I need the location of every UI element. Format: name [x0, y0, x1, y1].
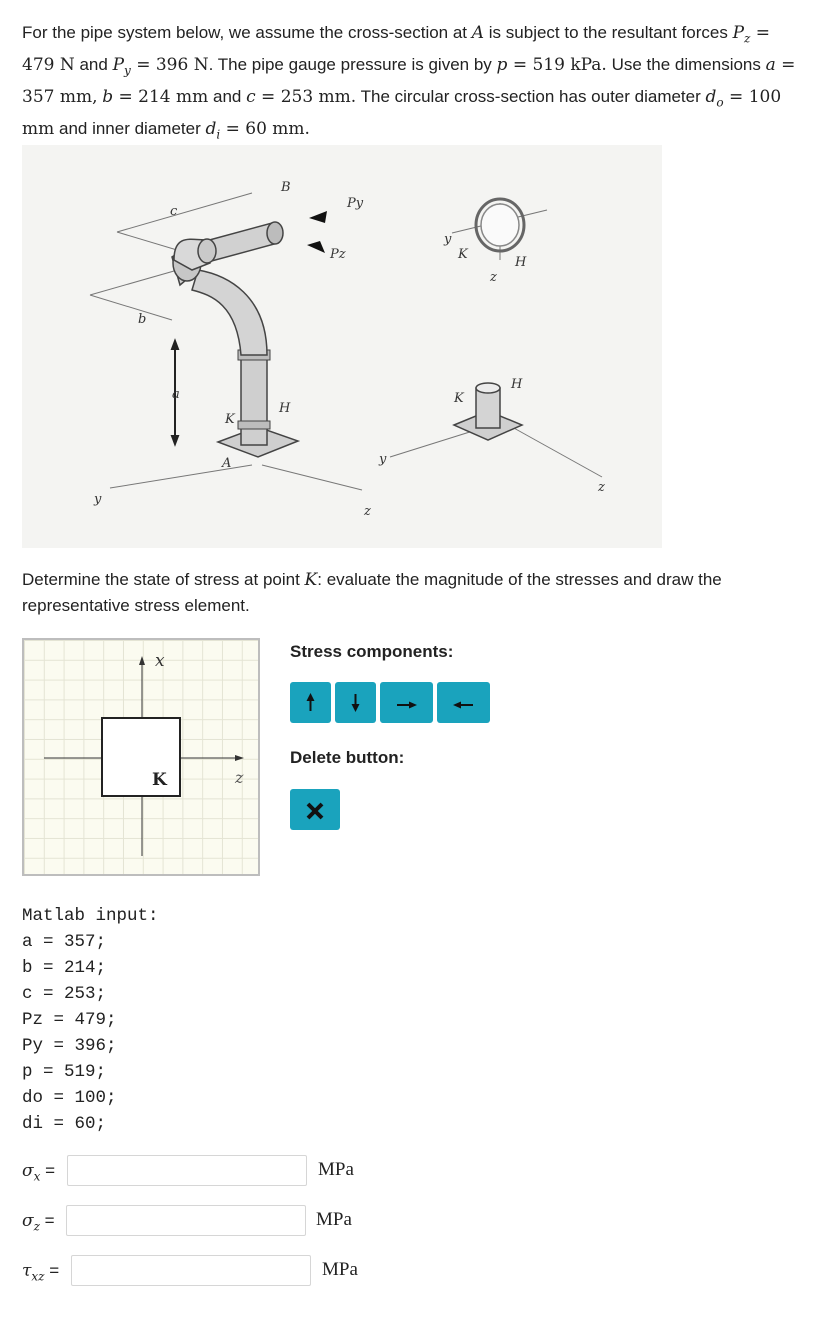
- delete-button[interactable]: [290, 789, 340, 830]
- up-arrow-button[interactable]: [290, 682, 331, 723]
- delete-button-title: Delete button:: [290, 748, 405, 767]
- label-c: c: [170, 204, 178, 219]
- point-label-K: K: [152, 770, 167, 790]
- label-z-2: z: [598, 480, 605, 495]
- label-b: b: [138, 312, 147, 327]
- matlab-line: c = 253;: [22, 984, 107, 1004]
- label-y: y: [94, 492, 102, 507]
- matlab-line: p = 519;: [22, 1062, 107, 1082]
- stress-components-title: Stress components:: [290, 642, 454, 661]
- pz-arrow: [307, 241, 325, 253]
- left-arrow-icon: [437, 682, 490, 723]
- label-y-2: y: [379, 452, 387, 467]
- close-icon: [290, 789, 340, 830]
- vertical-pipe: [241, 355, 267, 445]
- down-arrow-button[interactable]: [335, 682, 376, 723]
- right-arrow-button[interactable]: [380, 682, 433, 723]
- label-K-2: K: [454, 391, 464, 406]
- task-statement: Determine the state of stress at point K: evaluate the magnitude of the stresses and draw the representative stress element.: [22, 570, 722, 615]
- left-arrow-button[interactable]: [437, 682, 490, 723]
- label-A: A: [222, 456, 232, 471]
- sigma-x-input[interactable]: [67, 1155, 307, 1186]
- axis-label-z: z: [235, 768, 244, 787]
- matlab-line: Pz = 479;: [22, 1010, 117, 1030]
- label-B: B: [281, 180, 291, 195]
- matlab-line: a = 357;: [22, 932, 107, 952]
- tau-xz-input[interactable]: [71, 1255, 311, 1286]
- matlab-line: Py = 396;: [22, 1036, 117, 1056]
- matlab-header: Matlab input:: [22, 906, 159, 926]
- label-H-2: H: [511, 377, 523, 392]
- matlab-input-block: [22, 903, 159, 1137]
- label-a: a: [172, 387, 180, 402]
- stress-element-canvas[interactable]: [22, 638, 260, 876]
- dim-b-line: [90, 295, 172, 320]
- matlab-line: di = 60;: [22, 1114, 107, 1134]
- matlab-line: do = 100;: [22, 1088, 117, 1108]
- sigma-z-input[interactable]: [66, 1205, 306, 1236]
- cross-section-inner: [481, 204, 519, 246]
- label-z-3: z: [490, 270, 497, 285]
- tau-xz-unit: MPa: [322, 1259, 358, 1280]
- sigma-x-label: $\sigma_x$ =: [22, 1161, 56, 1184]
- label-H-3: H: [515, 255, 527, 270]
- dim-c-line: [117, 193, 252, 232]
- sigma-x-unit: MPa: [318, 1159, 354, 1180]
- up-arrow-icon: [290, 682, 331, 723]
- matlab-line: b = 214;: [22, 958, 107, 978]
- label-y-3: y: [444, 232, 452, 247]
- problem-statement: For the pipe system below, we assume the cross-section at A is subject to the resultant forces $P_z = 479$ N and $P_y = 396$ N. The pipe gauge pressure is given by p = 519 kPa. Use the dimensions a = 357 mm, b = 214 mm and c = 253 mm. The circular cross-section has outer diameter $d_o = 100$ mm and inner diameter $d_i = 60$ mm.: [22, 23, 796, 142]
- label-K: K: [225, 412, 235, 427]
- down-arrow-icon: [335, 682, 376, 723]
- py-arrow: [309, 211, 327, 223]
- pipe-drawing: [22, 145, 662, 548]
- sigma-z-label: $\sigma_z$ =: [22, 1211, 55, 1234]
- label-H: H: [279, 401, 291, 416]
- sigma-z-unit: MPa: [316, 1209, 352, 1230]
- label-Py: Py: [347, 196, 364, 211]
- pipe-system-figure: [22, 145, 662, 548]
- tau-xz-label: $\tau_{xz}$ =: [22, 1261, 60, 1284]
- sigma-z-row: [22, 1205, 422, 1239]
- pipe-elbow: [192, 270, 267, 355]
- sigma-x-row: [22, 1155, 422, 1189]
- label-K-3: K: [458, 247, 468, 262]
- tau-xz-row: [22, 1255, 422, 1289]
- axis-label-x: x: [155, 651, 165, 671]
- label-z: z: [364, 504, 371, 519]
- label-Pz: Pz: [330, 247, 346, 262]
- stress-element-square: [102, 718, 180, 796]
- z-axis-line: [262, 465, 362, 490]
- right-arrow-icon: [380, 682, 433, 723]
- z-axis-line-2: [512, 427, 602, 477]
